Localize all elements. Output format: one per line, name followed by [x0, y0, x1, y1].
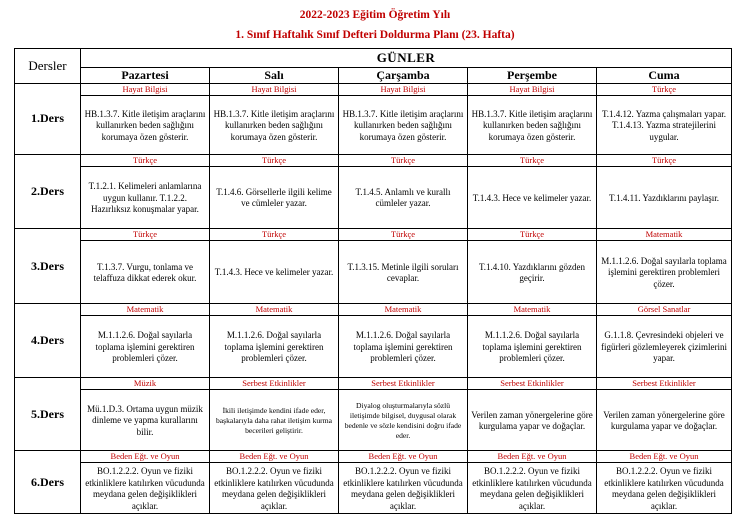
- plan-cell-thursday: [468, 154, 597, 228]
- plan-cell-friday: [597, 304, 732, 378]
- plan-cell-wednesday: [339, 154, 468, 228]
- subject-label: Türkçe: [468, 155, 596, 167]
- plan-cell-wednesday: [339, 378, 468, 451]
- plan-cell-friday: [597, 378, 732, 451]
- outcome-text: T.1.4.11. Yazdıklarını paylaşır.: [609, 192, 719, 203]
- subject-label: Serbest Etkinlikler: [468, 378, 596, 390]
- lesson-row: [15, 83, 732, 154]
- day-header-thursday: Perşembe: [468, 67, 597, 83]
- subject-label: Hayat Bilgisi: [468, 84, 596, 96]
- day-header-wednesday: Çarşamba: [339, 67, 468, 83]
- outcome-text: G.1.1.8. Çevresindeki objeleri ve figürleri gözlemleyerek çizimlerini yapar.: [601, 330, 727, 364]
- outcome-text: Verilen zaman yönergelerine göre kurgulama yapar ve doğaçlar.: [471, 409, 593, 432]
- subject-label: Serbest Etkinlikler: [210, 378, 338, 390]
- subject-label: Beden Eğt. ve Oyun: [468, 451, 596, 463]
- subject-label: Müzik: [81, 378, 209, 390]
- document-subtitle: 1. Sınıf Haftalık Sınıf Defteri Doldurma Planı (23. Hafta): [235, 29, 515, 41]
- outcome-text: T.1.4.3. Hece ve kelimeler yazar.: [214, 267, 334, 278]
- lesson-row: [15, 451, 732, 514]
- plan-cell-tuesday: [210, 83, 339, 154]
- plan-cell-wednesday: [339, 83, 468, 154]
- outcome-text: HB.1.3.7. Kitle iletişim araçlarını kullanırken beden sağlığını korumaya özen gösterir.: [471, 108, 593, 142]
- outcome-text: T.1.3.15. Metinle ilgili soruları cevaplar.: [347, 261, 459, 284]
- plan-cell-tuesday: [210, 154, 339, 228]
- lesson-row: [15, 154, 732, 228]
- lesson-number: 6.Ders: [15, 451, 81, 514]
- outcome-text: Verilen zaman yönergelerine göre kurgulama yapar ve doğaçlar.: [603, 409, 725, 432]
- plan-cell-thursday: [468, 83, 597, 154]
- subject-label: Matematik: [468, 304, 596, 316]
- subject-label: Matematik: [81, 304, 209, 316]
- dersler-header: Dersler: [15, 49, 81, 84]
- plan-cell-friday: [597, 229, 732, 304]
- plan-cell-wednesday: [339, 229, 468, 304]
- outcome-text: M.1.1.2.6. Doğal sayılarla toplama işlemini gerektiren problemleri çözer.: [482, 330, 582, 364]
- subject-label: Hayat Bilgisi: [81, 84, 209, 96]
- plan-cell-thursday: [468, 378, 597, 451]
- plan-cell-thursday: [468, 304, 597, 378]
- day-header-friday: Cuma: [597, 67, 732, 83]
- gunler-header: GÜNLER: [81, 49, 732, 68]
- weekly-plan-table: [14, 48, 732, 514]
- lesson-row: [15, 229, 732, 304]
- plan-cell-thursday: [468, 229, 597, 304]
- plan-cell-friday: [597, 451, 732, 514]
- outcome-text: M.1.1.2.6. Doğal sayılarla toplama işlemini gerektiren problemleri çözer.: [601, 255, 727, 289]
- plan-cell-tuesday: [210, 378, 339, 451]
- lesson-row: [15, 304, 732, 378]
- header-row-days: [15, 67, 732, 83]
- outcome-text: M.1.1.2.6. Doğal sayılarla toplama işlemini gerektiren problemleri çözer.: [224, 330, 324, 364]
- outcome-text: BO.1.2.2.2. Oyun ve fiziki etkinliklere katılırken vücudunda meydana gelen değişiklikleri açıklar.: [343, 466, 463, 511]
- subject-label: Beden Eğt. ve Oyun: [339, 451, 467, 463]
- plan-cell-monday: [81, 451, 210, 514]
- outcome-text: T.1.2.1. Kelimeleri anlamlarına uygun kullanır. T.1.2.2. Hazırlıksız konuşmalar yapar.: [88, 181, 202, 215]
- outcome-text: Mü.1.D.3. Ortama uygun müzik dinleme ve yapma kurallarını bilir.: [87, 403, 203, 437]
- subject-label: Beden Eğt. ve Oyun: [81, 451, 209, 463]
- outcome-text: T.1.4.6. Görsellerle ilgili kelime ve cümleler yazar.: [216, 186, 332, 209]
- outcome-text: T.1.3.7. Vurgu, tonlama ve telaffuza dikkat ederek okur.: [93, 261, 197, 284]
- subject-label: Türkçe: [468, 229, 596, 241]
- document-title: 2022-2023 Eğitim Öğretim Yılı: [299, 9, 451, 21]
- plan-cell-friday: [597, 154, 732, 228]
- plan-cell-wednesday: [339, 304, 468, 378]
- subject-label: Matematik: [339, 304, 467, 316]
- subject-label: Türkçe: [339, 155, 467, 167]
- subject-label: Türkçe: [81, 155, 209, 167]
- subject-label: Matematik: [210, 304, 338, 316]
- outcome-text: HB.1.3.7. Kitle iletişim araçlarını kullanırken beden sağlığını korumaya özen gösterir.: [342, 108, 464, 142]
- lesson-number: 4.Ders: [15, 304, 81, 378]
- subject-label: Hayat Bilgisi: [210, 84, 338, 96]
- day-header-monday: Pazartesi: [81, 67, 210, 83]
- lesson-number: 1.Ders: [15, 83, 81, 154]
- subject-label: Hayat Bilgisi: [339, 84, 467, 96]
- subject-label: Türkçe: [597, 84, 731, 96]
- subject-label: Türkçe: [210, 229, 338, 241]
- plan-cell-monday: [81, 304, 210, 378]
- day-header-tuesday: Salı: [210, 67, 339, 83]
- outcome-text: T.1.4.12. Yazma çalışmaları yapar. T.1.4.13. Yazma stratejilerini uygular.: [601, 108, 727, 142]
- subject-label: Türkçe: [597, 155, 731, 167]
- subject-label: Türkçe: [81, 229, 209, 241]
- lesson-number: 3.Ders: [15, 229, 81, 304]
- subject-label: Görsel Sanatlar: [597, 304, 731, 316]
- outcome-text: BO.1.2.2.2. Oyun ve fiziki etkinliklere katılırken vücudunda meydana gelen değişiklikleri açıklar.: [472, 466, 592, 511]
- outcome-text: İkili iletişimde kendini ifade eder, başkalarıyla daha rahat iletişim kurma becerileri geliştirir.: [216, 406, 332, 436]
- outcome-text: M.1.1.2.6. Doğal sayılarla toplama işlemini gerektiren problemleri çözer.: [95, 330, 195, 364]
- outcome-text: Diyalog oluşturmalarıyla sözlü iletişimde bilgisel, duygusal olarak bedenle ve sözle kendisini doğru ifade eder.: [344, 401, 462, 441]
- subject-label: Matematik: [597, 229, 731, 241]
- plan-cell-tuesday: [210, 304, 339, 378]
- plan-cell-monday: [81, 83, 210, 154]
- subject-label: Beden Eğt. ve Oyun: [210, 451, 338, 463]
- plan-cell-monday: [81, 154, 210, 228]
- outcome-text: HB.1.3.7. Kitle iletişim araçlarını kullanırken beden sağlığını korumaya özen gösterir.: [84, 108, 206, 142]
- lesson-row: [15, 378, 732, 451]
- plan-cell-tuesday: [210, 451, 339, 514]
- outcome-text: T.1.4.3. Hece ve kelimeler yazar.: [472, 192, 592, 203]
- subject-label: Türkçe: [210, 155, 338, 167]
- outcome-text: T.1.4.10. Yazdıklarını gözden geçirir.: [478, 261, 586, 284]
- outcome-text: M.1.1.2.6. Doğal sayılarla toplama işlemini gerektiren problemleri çözer.: [353, 330, 453, 364]
- plan-cell-friday: [597, 83, 732, 154]
- lesson-number: 5.Ders: [15, 378, 81, 451]
- plan-cell-thursday: [468, 451, 597, 514]
- subject-label: Türkçe: [339, 229, 467, 241]
- outcome-text: BO.1.2.2.2. Oyun ve fiziki etkinliklere katılırken vücudunda meydana gelen değişiklikleri açıklar.: [85, 466, 205, 511]
- outcome-text: HB.1.3.7. Kitle iletişim araçlarını kullanırken beden sağlığını korumaya özen gösterir.: [213, 108, 335, 142]
- plan-cell-monday: [81, 229, 210, 304]
- subject-label: Beden Eğt. ve Oyun: [597, 451, 731, 463]
- outcome-text: T.1.4.5. Anlamlı ve kurallı cümleler yazar.: [355, 186, 451, 209]
- plan-cell-monday: [81, 378, 210, 451]
- subject-label: Serbest Etkinlikler: [597, 378, 731, 390]
- outcome-text: BO.1.2.2.2. Oyun ve fiziki etkinliklere katılırken vücudunda meydana gelen değişiklikleri açıklar.: [214, 466, 334, 511]
- plan-cell-tuesday: [210, 229, 339, 304]
- lesson-number: 2.Ders: [15, 154, 81, 228]
- header-row-days-group: [15, 49, 732, 68]
- plan-cell-wednesday: [339, 451, 468, 514]
- subject-label: Serbest Etkinlikler: [339, 378, 467, 390]
- outcome-text: BO.1.2.2.2. Oyun ve fiziki etkinliklere katılırken vücudunda meydana gelen değişiklikleri açıklar.: [604, 466, 724, 511]
